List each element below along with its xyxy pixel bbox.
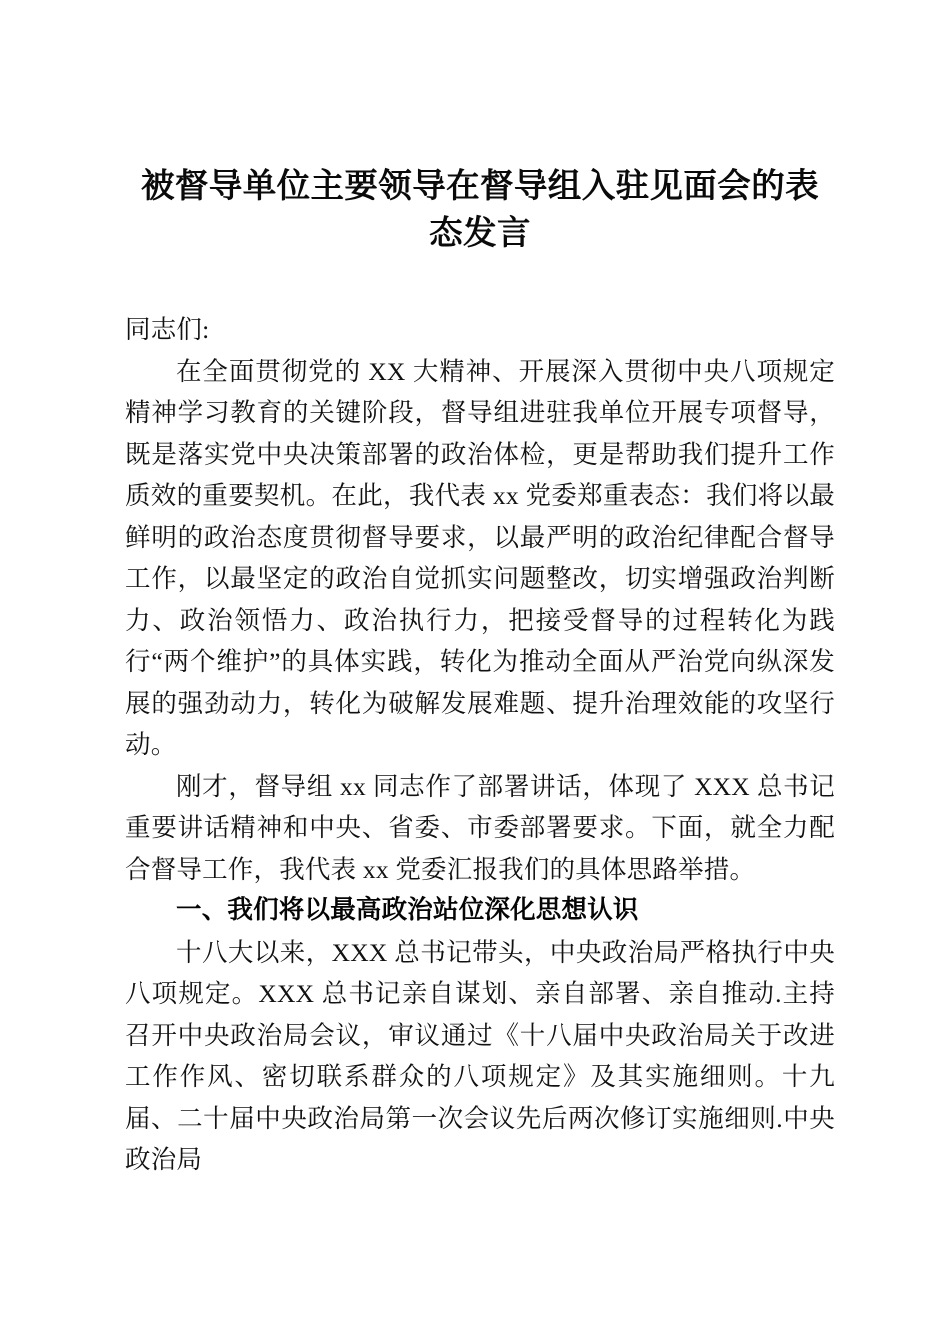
document-body [125, 257, 835, 1181]
page-title: 被督导单位主要领导在督导组入驻见面会的表态发言 [141, 168, 819, 252]
salutation: 同志们: [125, 315, 210, 344]
page-content-area [125, 0, 835, 1181]
paragraph-eight-rules-history: 十八大以来，XXX 总书记带头，中央政治局严格执行中央八项规定。XXX 总书记亲自谋划、亲自部署、亲自推动.主持召开中央政治局会议，审议通过《十八届中央政治局关于改进工作作风、密切联系群众的八项规定》及其实施细则。十九届、二十届中央政治局第一次会议先后两次修订实施细则.中央政治局 [125, 937, 835, 1174]
paragraph-just-now-remarks: 刚才，督导组 xx 同志作了部署讲话，体现了 XXX 总书记重要讲话精神和中央、省委、市委部署要求。下面，就全力配合督导工作，我代表 xx 党委汇报我们的具体思路举措。 [125, 771, 835, 884]
paragraph-intro-pledge: 在全面贯彻党的 XX 大精神、开展深入贯彻中央八项规定精神学习教育的关键阶段，督导组进驻我单位开展专项督导，既是落实党中央决策部署的政治体检，更是帮助我们提升工作质效的重要契机。在此，我代表 xx 党委郑重表态：我们将以最鲜明的政治态度贯彻督导要求，以最严明的政治纪律配合督导工作，以最坚定的政治自觉抓实问题整改，切实增强政治判断力、政治领悟力、政治执行力，把接受督导的过程转化为践行“两个维护”的具体实践，转化为推动全面从严治党向纵深发展的强劲动力，转化为破解发展难题、提升治理效能的攻坚行动。 [125, 356, 835, 759]
section-heading-one: 一、我们将以最高政治站位深化思想认识 [176, 896, 639, 924]
